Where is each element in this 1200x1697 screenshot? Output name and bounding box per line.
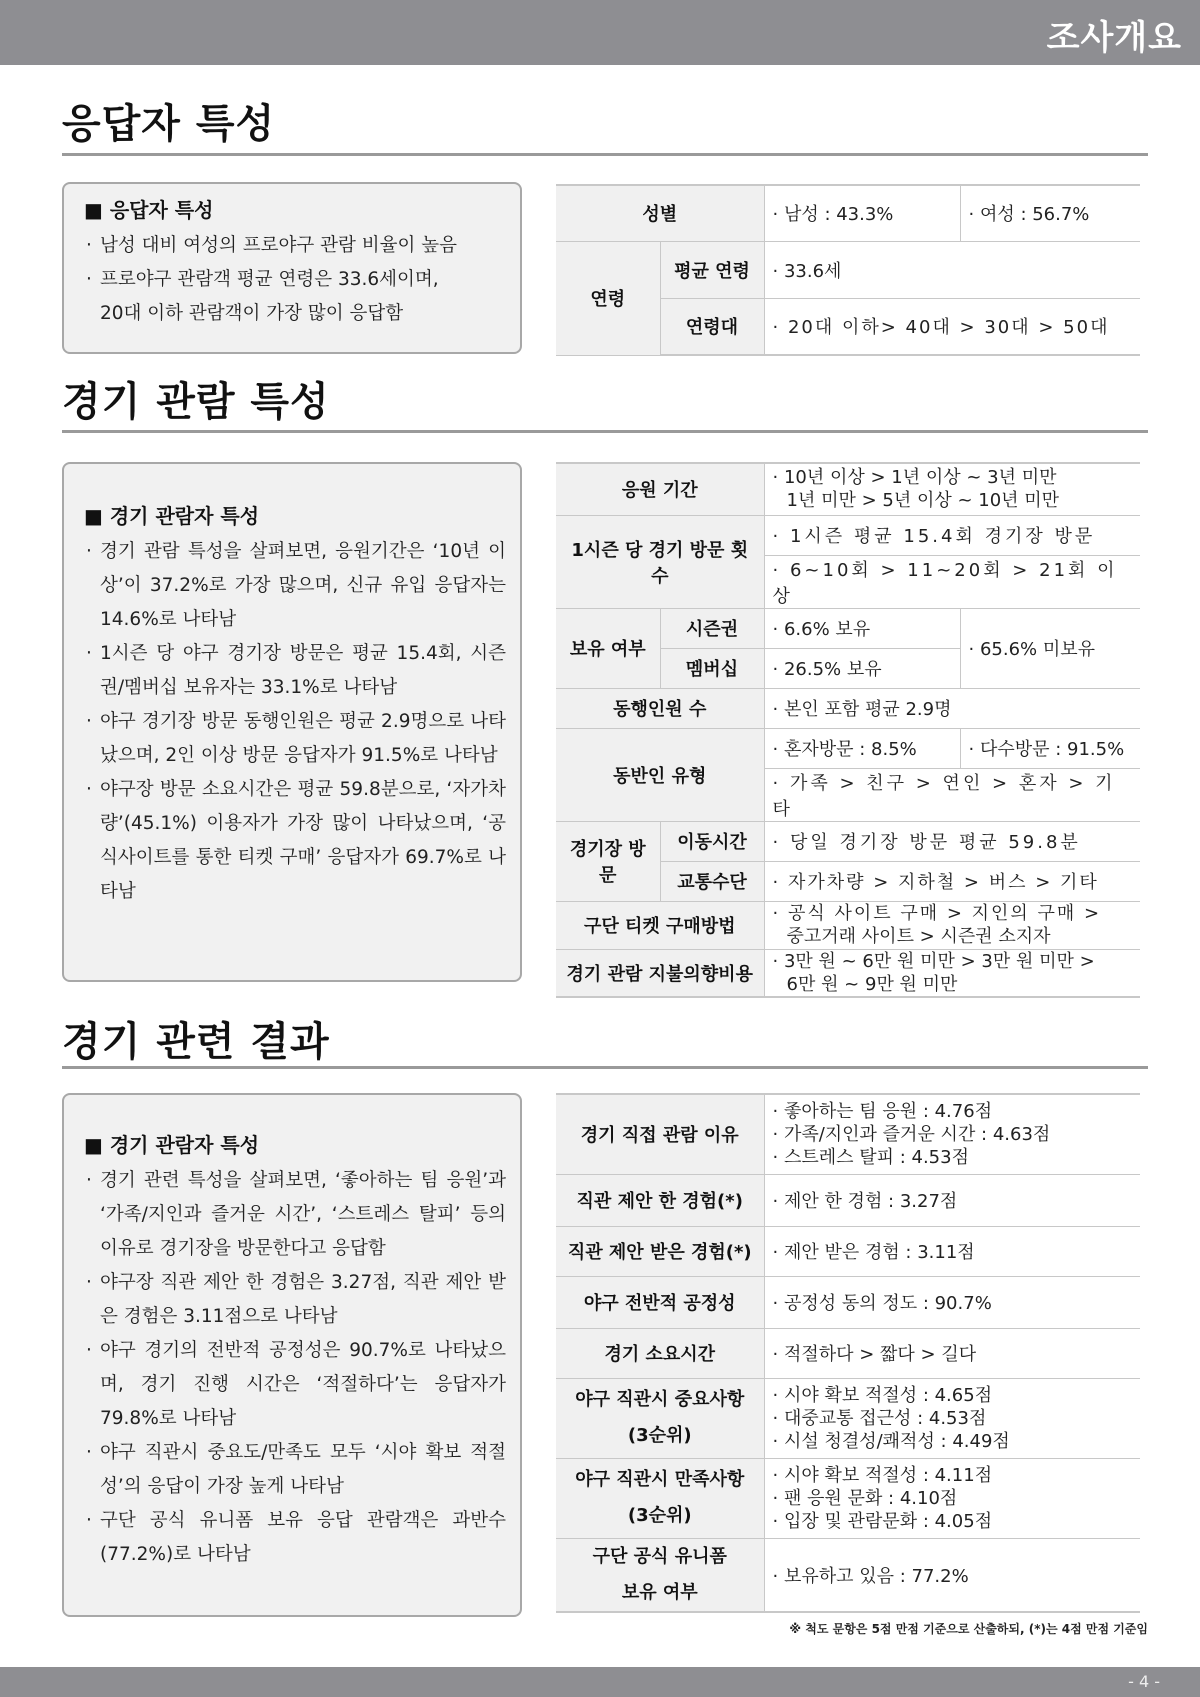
- companion-value: · 본인 포함 평균 2.9명: [764, 688, 1140, 728]
- season-label: 시즌권: [660, 608, 764, 648]
- viewing-summary-box: [62, 462, 522, 982]
- section-divider: [62, 153, 1148, 156]
- satisfy-value: [764, 1458, 1140, 1538]
- suggested-value: · 제안 받은 경험 : 3.11점: [764, 1226, 1140, 1276]
- suggested-label: 직관 제안 받은 경험(*): [556, 1226, 764, 1276]
- uniform-label-line: 구단 공식 유니폼: [592, 1545, 727, 1567]
- multi-value: · 다수방문 : 91.5%: [960, 728, 1140, 768]
- alone-value: · 혼자방문 : 8.5%: [764, 728, 960, 768]
- season-value: · 6.6% 보유: [764, 608, 960, 648]
- ticket-line: 중고거래 사이트 > 시즌권 소지자: [786, 926, 1051, 947]
- bullet: · 구단 공식 유니폼 보유 응답 관람객은 과반수(77.2%)로 나타남: [84, 1504, 506, 1572]
- cost-label: 경기 관람 지불의향비용: [556, 949, 764, 997]
- age-label: 연령: [556, 241, 660, 355]
- not-own-value: · 65.6% 미보유: [960, 608, 1140, 688]
- bullet: · 야구 경기장 방문 동행인원은 평균 2.9명으로 나타났으며, 2인 이상 방문 응답자가 91.5%로 나타남: [84, 705, 506, 773]
- visits-label: 1시즌 당 경기 방문 횟수: [556, 515, 764, 608]
- reason-line: · 좋아하는 팀 응원 : 4.76점: [772, 1100, 993, 1122]
- section-title-viewing: 경기 관람 특성: [62, 379, 330, 425]
- period-line: 1년 미만 > 5년 이상 ~ 10년 미만: [786, 490, 1060, 512]
- bullet: · 남성 대비 여성의 프로야구 관람 비율이 높음: [84, 229, 506, 263]
- satisfy-label-line: 야구 직관시 만족사항: [575, 1469, 745, 1490]
- results-table: [556, 1093, 1140, 1613]
- cost-value: [764, 949, 1140, 997]
- stadium-visit-label: 경기장 방문: [556, 821, 660, 901]
- viewing-table: [556, 462, 1140, 998]
- box-heading: ■ 응답자 특성: [84, 198, 214, 222]
- section-title-respondent: 응답자 특성: [62, 101, 276, 147]
- cost-line: · 3만 원 ~ 6만 원 미만 > 3만 원 미만 >: [772, 950, 1095, 972]
- important-label-line: (3순위): [627, 1425, 692, 1446]
- ticket-label: 구단 티켓 구매방법: [556, 901, 764, 949]
- reason-line: · 스트레스 탈피 : 4.53점: [772, 1146, 969, 1168]
- move-time-value: · 당일 경기장 방문 평균 59.8분: [764, 821, 1140, 861]
- transport-label: 교통수단: [660, 861, 764, 901]
- fairness-value: · 공정성 동의 정도 : 90.7%: [764, 1276, 1140, 1328]
- visits-avg: · 1시즌 평균 15.4회 경기장 방문: [764, 515, 1140, 555]
- reason-label: 경기 직접 관람 이유: [556, 1094, 764, 1174]
- bullet: · 야구장 직관 제안 한 경험은 3.27점, 직관 제안 받은 경험은 3.11점으로 나타남: [84, 1266, 506, 1334]
- gender-label: 성별: [556, 185, 764, 241]
- move-time-label: 이동시간: [660, 821, 764, 861]
- period-label: 응원 기간: [556, 463, 764, 515]
- bullet: · 야구장 방문 소요시간은 평균 59.8분으로, ‘자가차량’(45.1%) 이용자가 가장 많이 나타났으며, ‘공식사이트를 통한 티켓 구매’ 응답자가 69.7%로 나타남: [84, 773, 506, 909]
- bullet: · 야구 직관시 중요도/만족도 모두 ‘시야 확보 적절성’의 응답이 가장 높게 나타남: [84, 1436, 506, 1504]
- ticket-value: [764, 901, 1140, 949]
- page-number: - 4 -: [1128, 1672, 1160, 1691]
- age-group-label: 연령대: [660, 298, 764, 355]
- satisfy-label: [556, 1458, 764, 1538]
- visits-order: · 6~10회 > 11~20회 > 21회 이상: [764, 555, 1140, 608]
- game-time-label: 경기 소요시간: [556, 1328, 764, 1378]
- header-title: 조사개요: [1046, 18, 1182, 58]
- bullet: · 야구 경기의 전반적 공정성은 90.7%로 나타났으며, 경기 진행 시간은 ‘적절하다’는 응답자가 79.8%로 나타남: [84, 1334, 506, 1436]
- important-value: [764, 1378, 1140, 1458]
- important-label: [556, 1378, 764, 1458]
- bullet: · 경기 관련 특성을 살펴보면, ‘좋아하는 팀 응원’과 ‘가족/지인과 즐거운 시간’, ‘스트레스 탈피’ 등의 이유로 경기장을 방문한다고 응답함: [84, 1164, 506, 1266]
- companion-type-label: 동반인 유형: [556, 728, 764, 821]
- bullet-continuation: 20대 이하 관람객이 가장 많이 응답함: [100, 303, 404, 324]
- period-value: [764, 463, 1140, 515]
- ticket-line: · 공식 사이트 구매 > 지인의 구매 >: [772, 903, 1102, 924]
- fairness-label: 야구 전반적 공정성: [556, 1276, 764, 1328]
- footer-bar: [0, 1667, 1200, 1697]
- important-label-line: 야구 직관시 중요사항: [575, 1389, 745, 1410]
- avg-age-label: 평균 연령: [660, 241, 764, 298]
- uniform-label-line: 보유 여부: [621, 1581, 698, 1603]
- important-line: · 대중교통 접근성 : 4.53점: [772, 1407, 987, 1429]
- satisfy-line: · 시야 확보 적절성 : 4.11점: [772, 1464, 993, 1486]
- uniform-label: [556, 1538, 764, 1612]
- bullet: · 프로야구 관람객 평균 연령은 33.6세이며,: [84, 263, 506, 297]
- important-line: · 시설 청결성/쾌적성 : 4.49점: [772, 1430, 1010, 1452]
- respondent-table: [556, 184, 1140, 356]
- female-value: · 여성 : 56.7%: [960, 185, 1140, 241]
- bullet: · 1시즌 당 야구 경기장 방문은 평균 15.4회, 시즌권/멤버십 보유자는 33.1%로 나타남: [84, 637, 506, 705]
- age-group-value: · 20대 이하> 40대 > 30대 > 50대: [764, 298, 1140, 355]
- avg-age-value: · 33.6세: [764, 241, 1140, 298]
- game-time-value: · 적절하다 > 짧다 > 길다: [764, 1328, 1140, 1378]
- reason-value: [764, 1094, 1140, 1174]
- suggest-label: 직관 제안 한 경험(*): [556, 1174, 764, 1226]
- header-bar: [0, 0, 1200, 65]
- membership-value: · 26.5% 보유: [764, 648, 960, 688]
- box-heading: ■ 경기 관람자 특성: [84, 1133, 260, 1157]
- reason-line: · 가족/지인과 즐거운 시간 : 4.63점: [772, 1123, 1051, 1145]
- section-title-results: 경기 관련 결과: [62, 1019, 330, 1065]
- companion-label: 동행인원 수: [556, 688, 764, 728]
- cost-line: 6만 원 ~ 9만 원 미만: [786, 973, 958, 995]
- footnote: ※ 척도 문항은 5점 만점 기준으로 산출하되, (*)는 4점 만점 기준임: [789, 1622, 1148, 1636]
- respondent-summary-box: [62, 182, 522, 354]
- male-value: · 남성 : 43.3%: [764, 185, 960, 241]
- suggest-value: · 제안 한 경험 : 3.27점: [764, 1174, 1140, 1226]
- membership-label: 멤버십: [660, 648, 764, 688]
- transport-value: · 자가차량 > 지하철 > 버스 > 기타: [764, 861, 1140, 901]
- box-heading: ■ 경기 관람자 특성: [84, 504, 260, 528]
- section-divider: [62, 430, 1148, 433]
- results-summary-box: [62, 1093, 522, 1617]
- uniform-value: · 보유하고 있음 : 77.2%: [764, 1538, 1140, 1612]
- bullet: · 경기 관람 특성을 살펴보면, 응원기간은 ‘10년 이상’이 37.2%로 가장 많으며, 신규 유입 응답자는 14.6%로 나타남: [84, 535, 506, 637]
- section-divider: [62, 1066, 1148, 1069]
- satisfy-line: · 팬 응원 문화 : 4.10점: [772, 1487, 958, 1509]
- satisfy-line: · 입장 및 관람문화 : 4.05점: [772, 1510, 993, 1532]
- important-line: · 시야 확보 적절성 : 4.65점: [772, 1384, 993, 1406]
- period-line: · 10년 이상 > 1년 이상 ~ 3년 미만: [772, 467, 1057, 489]
- own-label: 보유 여부: [556, 608, 660, 688]
- satisfy-label-line: (3순위): [627, 1505, 692, 1526]
- companion-order: · 가족 > 친구 > 연인 > 혼자 > 기타: [764, 768, 1140, 821]
